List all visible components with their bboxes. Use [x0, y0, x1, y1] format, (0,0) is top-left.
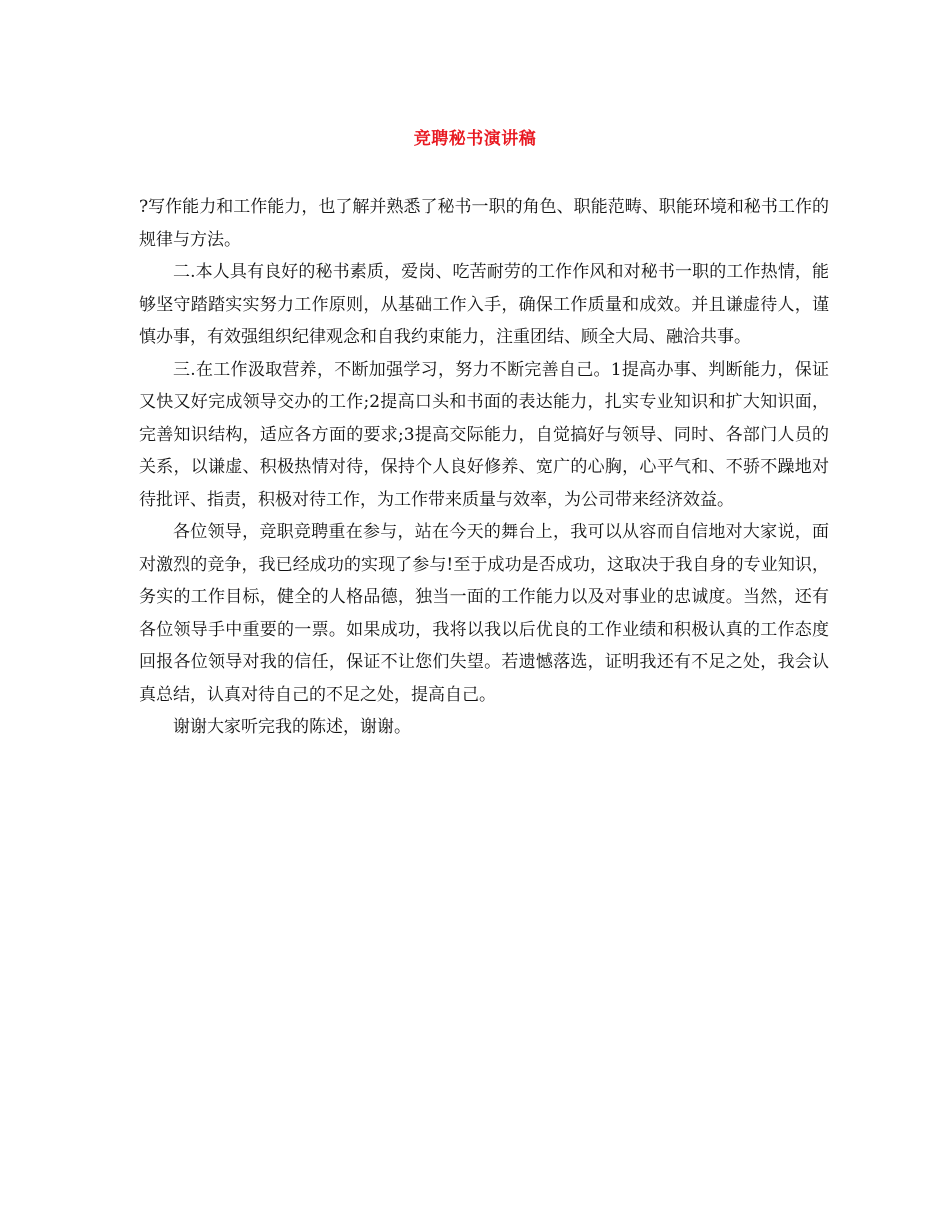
document-body: [139, 191, 829, 744]
paragraph-secretary-qualities: 二.本人具有良好的秘书素质，爱岗、吃苦耐劳的工作作风和对秘书一职的工作热情，能够坚守踏踏实实努力工作原则，从基础工作入手，确保工作质量和成效。并且谦虚待人，谨慎办事，有效强组织纪律观念和自我约束能力，注重团结、顾全大局、融洽共事。: [139, 262, 829, 347]
paragraph-thanks: 谢谢大家听完我的陈述，谢谢。: [173, 717, 411, 737]
paragraph-learning-improvement: 三.在工作汲取营养，不断加强学习，努力不断完善自己。1提高办事、判断能力，保证又快又好完成领导交办的工作;2提高口头和书面的表达能力，扎实专业知识和扩大知识面，完善知识结构，适应各方面的要求;3提高交际能力，自觉搞好与领导、同时、各部门人员的关系，以谦虚、积极热情对待，保持个人良好修养、宽广的心胸，心平气和、不骄不躁地对待批评、指责，积极对待工作，为工作带来质量与效率，为公司带来经济效益。: [139, 359, 829, 510]
paragraph-continuation: ?写作能力和工作能力，也了解并熟悉了秘书一职的角色、职能范畴、职能环境和秘书工作的规律与方法。: [139, 197, 829, 250]
paragraph-closing-statement: 各位领导，竞职竞聘重在参与，站在今天的舞台上，我可以从容而自信地对大家说，面对激烈的竞争，我已经成功的实现了参与!至于成功是否成功，这取决于我自身的专业知识，务实的工作目标，健全的人格品德，独当一面的工作能力以及对事业的忠诚度。当然，还有各位领导手中重要的一票。如果成功，我将以我以后优良的工作业绩和积极认真的工作态度回报各位领导对我的信任，保证不让您们失望。若遗憾落选，证明我还有不足之处，我会认真总结，认真对待自己的不足之处，提高自己。: [139, 522, 829, 705]
document-title: 竞聘秘书演讲稿: [413, 129, 537, 149]
